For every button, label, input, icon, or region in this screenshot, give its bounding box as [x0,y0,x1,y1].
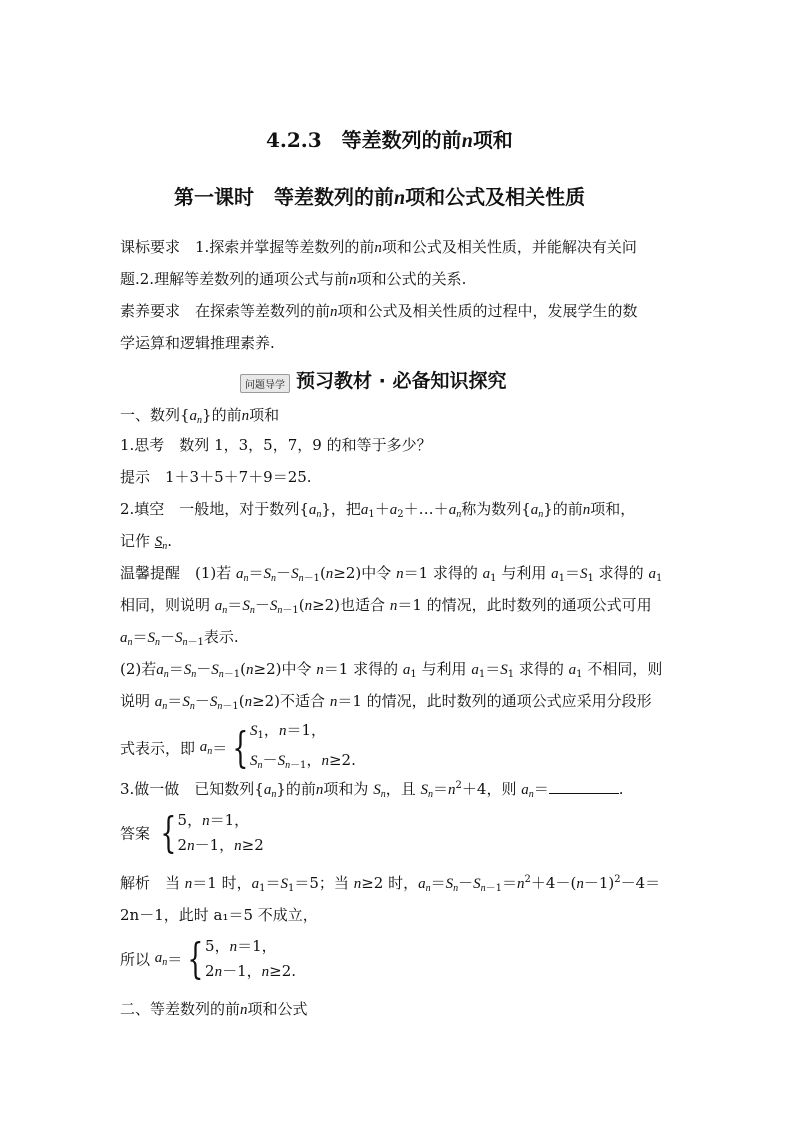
answer-blank [549,779,619,794]
literacy-requirement-cont: 学运算和逻辑推理素养. [120,334,275,352]
analysis-line: 解析 当 n＝1 时，$a_1=S_1=5$；当 n≥2 时，$a_n=S_n-S_{n-1}=n^2+4-(n-1)^2-4=$ [120,874,661,894]
analysis-line-cont: 2n－1，此时 a₁＝5 不成立， [120,906,318,924]
answer-block: 答案 { 5，n＝1， 2n－1，n≥2 [120,808,264,857]
reminder-1-cont: 相同，则说明 $a_n=S_n-S_{n-1}(n\ge 2)$也适合 n＝1 的情况，此时数列的通项公式可用 [120,596,652,616]
reminder-1: 温馨提醒 (1)若 $a_n=S_n-S_{n-1}(n\ge 2)$中令 n＝1 求得的 $a_1$ 与利用 $a_1=S_1$ 求得的 $a_1$ [120,564,663,584]
try-it-question: 3.做一做 已知数列$\{a_n\}$的前n项和为 $S_n$，且 $S_n=n^2+4$，则 $a_n=$ . [120,780,624,800]
section-heading-1: 一、数列$\{a_n\}$的前n项和 [120,406,280,426]
brace-glyph: { [232,723,249,772]
banner-text: 预习教材 · 必备知识探究 [296,370,507,392]
var-n: n [461,130,473,152]
section-heading-2: 二、等差数列的前n项和公式 [120,1000,308,1018]
reminder-2-cont: 说明 $a_n=S_n-S_{n-1}(n\ge 2)$不适合 n＝1 的情况，此时数列的通项公式应采用分段形 [120,692,652,712]
banner-badge: 问题导学 [240,374,290,393]
reminder-2: (2)若$a_n=S_n-S_{n-1}(n\ge 2)$中令 n＝1 求得的 $a_1$ 与利用 $a_1=S_1$ 求得的 $a_1$ 不相同，则 [120,660,663,680]
fill-in-answer: 记作 $S_n$. [120,532,173,552]
reminder-1-end: $a_n=S_n-S_{n-1}$表示. [120,628,239,648]
reminder-2-piecewise: 式表示，即 $a_n=$ { $S_1$，n＝1， $S_n-S_{n-1}$，n≥2. [120,721,356,772]
page-title: 4.2.3 等差数列的前n项和 [266,128,513,152]
section-banner [240,366,506,393]
brace-glyph: { [160,808,177,857]
curriculum-requirement: 课标要求 1.探索并掌握等差数列的前n项和公式及相关性质，并能解决有关问 [120,238,637,256]
brace-glyph: { [187,934,204,983]
conclusion-piecewise: 所以 $a_n=$ { 5，n＝1， 2n－1，n≥2. [120,934,297,983]
lesson-title: 第一课时 等差数列的前n项和公式及相关性质 [174,185,586,209]
fill-in-line: 2.填空 一般地，对于数列$\{a_n\}$，把$a_1+a_2+\dots+a_n$称为数列$\{a_n\}$的前n项和， [120,500,636,520]
hint-line: 提示 1＋3＋5＋7＋9＝25. [120,468,312,486]
think-question: 1.思考 数列 1，3，5，7，9 的和等于多少？ [120,436,432,454]
literacy-requirement: 素养要求 在探索等差数列的前n项和公式及相关性质的过程中，发展学生的数 [120,302,638,320]
curriculum-requirement-cont: 题.2.理解等差数列的通项公式与前n项和公式的关系. [120,270,467,288]
